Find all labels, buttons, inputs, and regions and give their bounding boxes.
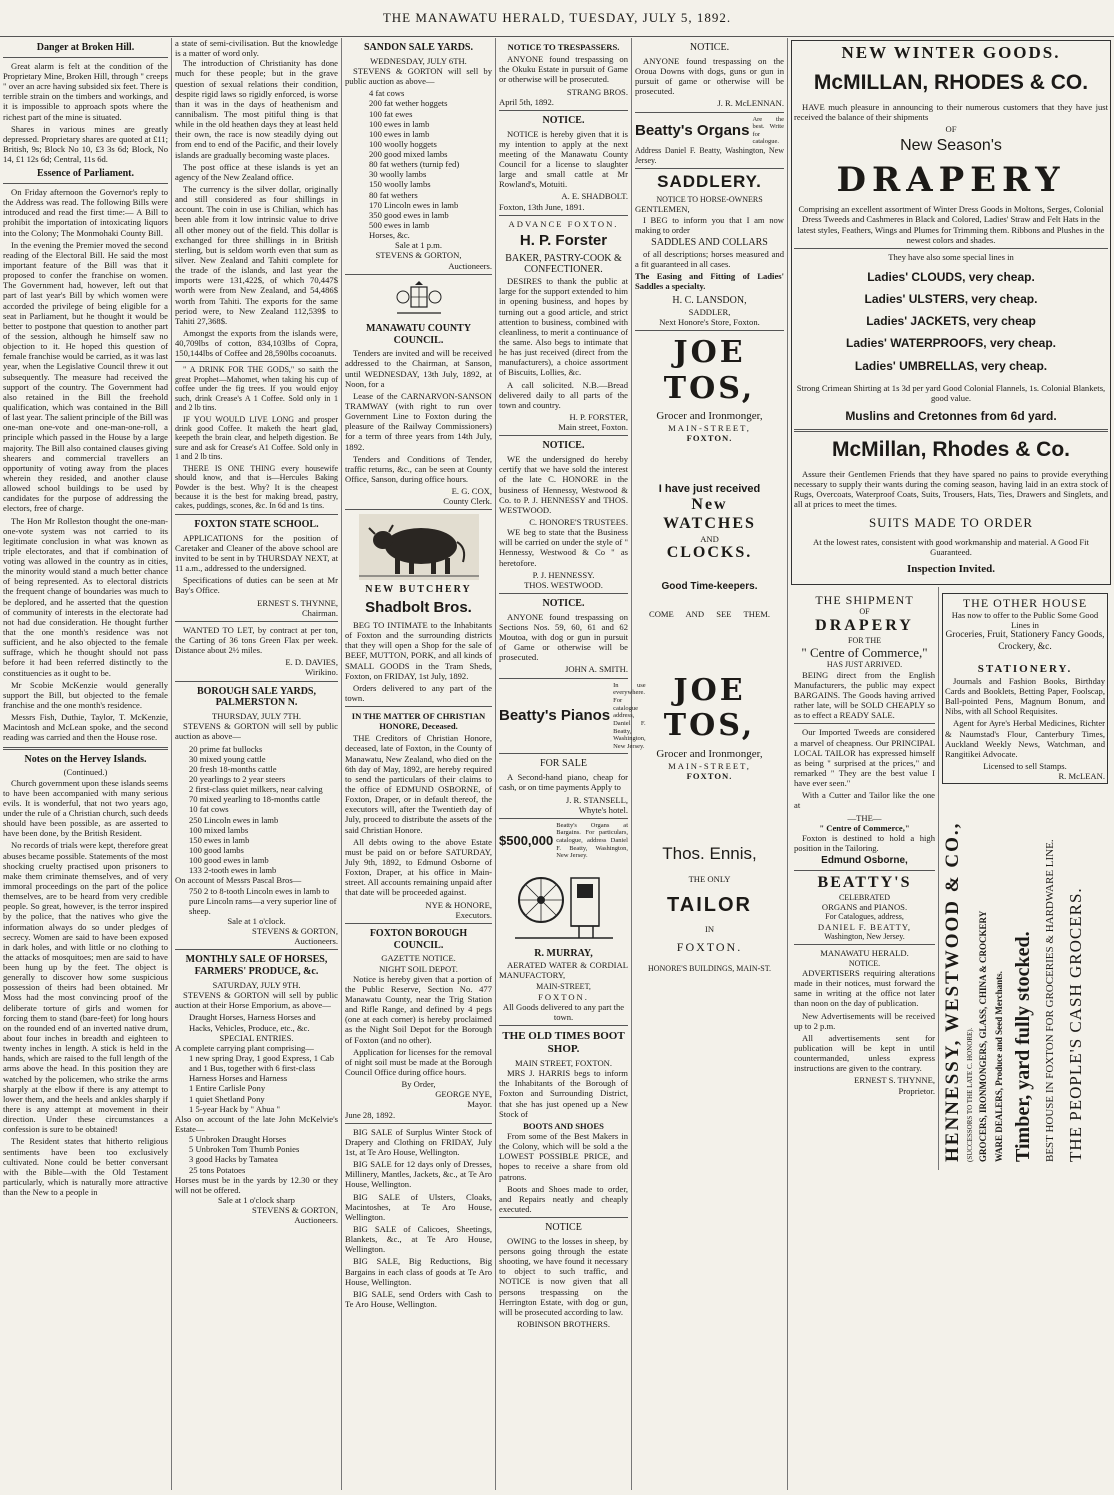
headline-parliament: Essence of Parliament. [37,168,134,180]
notice-body: ANYONE found trespassing on Sections Nos. 59, 60, 61 and 62 Moutoa, with dog or gun in pursuit of Game or otherwise will be prosecuted. [499,611,628,663]
notice-title: NOTICE [545,1222,582,1234]
sale-item: 30 woolly lambs [369,169,427,180]
of-label: OF [859,607,870,617]
murray-name: R. MURRAY, [534,948,593,960]
sale-item: 150 ewes in lamb [189,834,250,845]
notice-date: Foxton, 13th June, 1891. [499,201,585,212]
shipment-heading: THE SHIPMENT [815,593,914,608]
beatty-heading: BEATTY'S [817,873,912,891]
organs-amount: $500,000 [499,833,554,849]
article-paragraph: In the evening the Premier moved the second reading of the Electoral Bill. He said the most important feature of the Bill was that it proposed to confer the franchise on women. The Government had, however, left out that part of last year's Bill by which women were accorded the privilege of being eligible for a seat in Parliament, but he thought it would be better to postpone that question to another part of the session, although he himself saw no objection to it. He hoped this question of female franchise would be carried, as it was last year, when the Legislative Council threw it out subsequently. The measure had received the support of the country. The Government had also retained in the Bill the freehold qualification, which was contained in the Bill of last year. The salient principle of the Bill was one-man one-vote and one-man-one-roll, a principle which passed in the House by a large majority. The Bill also contained clauses giving shearers and commercial travellers an opportunity of voting away from the places wherein they resided, and another clause allowed school buildings to be used by candidates for the purpose of addressing the electors, free of charge. [3,239,168,514]
ennis-line: IN [704,923,715,934]
ennis-line: TAILOR [667,894,752,917]
sale-item: 100 ewes in lamb [369,118,430,129]
sandon-sale-title: SANDON SALE YARDS. [363,42,473,53]
osborne-body: With a Cutter and Tailor like the one at [794,790,935,811]
drapery-ad-body: HAVE much pleasure in announcing to their numerous customers that they have just received the balance of their shipments [794,101,1108,122]
borough-sale-title: BOROUGH SALE YARDS, PALMERSTON N. [196,685,316,709]
signature-role: Auctioneers. [448,260,492,271]
drapery-title: DRAPERY [836,160,1066,201]
sale-item: 350 good ewes in lamb [369,209,449,220]
sale-date: WEDNESDAY, JULY 6TH. [370,55,467,66]
other-house-body: Has now to offer to the Public Some Good Lines in [951,610,1099,631]
article-continuation: a state of semi-civilisation. But the knowledge is a matter of word only. [175,38,338,59]
herald-notice-subtitle: NOTICE. [848,958,881,968]
coffee-ad: IF YOU WOULD LIVE LONG and prosper drink good Coffee. It maketh the heart glad, keepeth the brain clear, and helpeth digestion. Be sure and ask for Crease's A1 Coffee. Sold only in 1 and 2 lb tins. [175,414,338,462]
signature: P. J. HENNESSY. [532,569,595,580]
notice-body: ANYONE found trespassing on the Okuku Estate in pursuit of Game or otherwise will be prosecuted. [499,54,628,85]
sale-item: 1 quiet Shetland Pony [189,1093,265,1104]
signature: E. D. DAVIES, [285,657,338,668]
herald-notice-body: New Advertisements will be received up to 2 p.m. [794,1010,935,1031]
murray-trade: AERATED WATER & CORDIAL MANUFACTORY, [499,959,628,981]
signature: STEVENS & GORTON, [375,250,462,261]
article-paragraph: On Friday afternoon the Governor's reply to the Address was read. The following Bills were introduced and read the first time:— A Bill to prohibit the importation of intoxicating liquors into the Colony; The Monmohaki County Bill. [3,187,168,238]
sale-item: 20 yearlings to 2 year steers [189,773,286,784]
signature: R. McLEAN. [1058,771,1105,782]
beatty-line: DANIEL F. BEATTY, [817,921,912,932]
sale-item: 100 ewes in lamb [369,128,430,139]
sale-item: 5 Unbroken Tom Thumb Ponies [189,1144,300,1155]
sale-item: Draught Horses, Harness Horses and Hacks, Vehicles, Produce, etc., &c. [189,1012,316,1033]
address: Main street, Foxton. [558,422,628,433]
address: HONORE'S BUILDINGS, MAIN-ST. [647,964,772,974]
sale-item: 20 fresh 18-months cattle [189,763,277,774]
other-house-body: Agent for Ayre's Herbal Medicines, Richter & Naumstad's Flour, Canterbury Times, Auckland Weekly News, Watchman, and Rangitikei Advocate. [945,718,1105,759]
herald-notice-body: All advertisements sent for publication will be kept in until countermanded, unless express instructions are given to the contrary. [794,1032,935,1074]
tender-body: Tenders and Conditions of Tender, traffic returns, &c., can be seen at County Office, Sanson, during office hours. [345,453,492,485]
sale-item: 30 mixed young cattle [189,753,266,764]
winter-goods-title: NEW WINTER GOODS. [841,43,1061,62]
boot-shop-body: MRS J. HARRIS begs to inform the Inhabitants of the Borough of Foxton and Surrounding District, that she has just opened up a New Stock of [499,1068,628,1119]
signature: STEVENS & GORTON, [252,1205,338,1216]
saddlery-body: I BEG to inform you that I am now making to order [635,214,784,235]
signature-role: Executors. [455,909,492,920]
continued-label: (Continued.) [63,767,108,778]
big-sale-ad: BIG SALE, send Orders with Cash to Te Aro House, Wellington. [345,1288,492,1309]
forster-name: H. P. Forster [519,231,608,249]
for-sale-body: A Second-hand piano, cheap for cash, or on time payments Apply to [499,772,628,793]
sale-item: 250 Lincoln ewes in lamb [189,814,279,825]
article-paragraph: No records of trials were kept, therefore great abuses became possible. Statements of the most shocking cruelty practised upon prisoners to make them criminate themselves, and of very immoral proceedings on the part of the police themselves, are to be heard from very credible people. So great, however, is the terror inspired by the police, that the natives who give the information always do so under pledges of secrecy. Women are said to have been exposed in dark holes, and with little or no clothing to the attacks of mosquitoes; men are said to have been hung up by the feet. The object is generally to discover how some suspicious possession of theirs had been obtained. Mr Moss had the most convincing proof of the deliberate torture of girls and women for forcing them to stand (bare-feet) for long hours on the rounded end of an inverted native drum, about four inches in breadth and eighteen to twenty inches in length. A stick is held in the hands, which are raised to the full length of the arms above the head. In this position they are watched by the policemen, who strike the arms sharply at the elbow if there is any attempt to lower them, and the heels and ankles sharply if there is any attempt at movement in their direction. Under these circumstances a confession is sure to be obtained! [3,840,168,1135]
drapery-ad-body: Comprising an excellent assortment of Winter Dress Goods in Moltons, Serges, Colonial Dress Tweeds and Cashmeres in Black and Colored, Ladies' Straw and Felt Hats in the latest styles, Feathers, Wings and Plumes for Trimming them. Ribbons and Plushes in the newest colors and shades. [797,204,1105,245]
tender-body: Tenders are invited and will be received addressed to the Chairman, at Sanson, until WEDNESDAY, 13th July, 1892, at Noon, for a [345,348,492,389]
sale-item: 170 Lincoln ewes in lamb [369,199,459,210]
beatty-line: Washington, New Jersey. [824,931,905,941]
drapery-ad-body: At the lowest rates, consistent with good workmanship and material. A Good Fit Guaranteed. [813,536,1089,557]
boot-shop-body: Boots and Shoes made to order, and Repairs neatly and cheaply executed. [499,1183,628,1214]
column-3 [342,38,496,1490]
signature: J. R. McLENNAN. [717,98,784,109]
sale-item: 80 fat wethers (turnip fed) [369,159,460,170]
organs-brand: Beatty's Organs [635,121,750,139]
vertical-line: BEST HOUSE IN FOXTON FOR GROCERIES & HARDWARE LINE. [1044,839,1056,1163]
vertical-line: GROCERS, IRONMONGERS, GLASS, CHINA & CROCKERY [978,911,988,1163]
other-house-body: Journals and Fashion Books, Birthday Cards and Booklets, Betting Paper, Foolscap, Ball-pointed Pens, Magnum Bonum, and Nibs, with all School Requisites. [945,675,1105,717]
beatty-line: ORGANS and PIANOS. [821,902,908,913]
signature-role: Mayor. [467,1099,492,1110]
osborne-body: Foxton is destined to hold a high position in the Tailoring. [794,832,935,853]
notice-date: April 5th, 1892. [499,96,554,107]
osborne-name: Edmund Osborne, [821,855,908,867]
sale-time: Sale at 1 p.m. [394,240,443,251]
signature: THOS. WESTWOOD. [524,579,603,590]
hennessy-vertical-ad [942,790,1108,1170]
town: FOXTON. [686,770,733,781]
the-label: —THE— [847,812,882,823]
baking-powder-ad: THERE IS ONE THING every housewife should know, and that is—Hercules Baking Powder is the best. Why? It is the cheapest because it is the best for making bread, pastry, cakes, puddings, scones, &c. In 6d and 1s tins. [175,463,338,511]
boot-shop-title: THE OLD TIMES BOOT SHOP. [502,1030,625,1056]
signature-role: Whyte's hotel. [578,804,628,815]
sale-item: 4 fat cows [369,88,405,99]
sale-item: 2 first-class quiet milkers, near calving [189,784,323,795]
organs-tag: Beatty's Organs at Bargains. For particulars, catalogue, address Daniel F. Beatty, Washington, New Jersey. [556,821,628,860]
other-house-body: Groceries, Fruit, Stationery Fancy Goods, Crockery, &c. [945,630,1105,652]
address: MAIN-STREET, [668,423,751,434]
butchery-body: Orders delivered to any part of the town. [345,682,492,703]
sale-item: 133 2-tooth ewes in lamb [189,865,277,876]
butchery-title: NEW BUTCHERY [365,584,472,596]
ennis-line: FOXTON. [676,940,743,954]
sale-item: 750 2 to 8-tooth Lincoln ewes in lamb to pure Lincoln rams—a very superior line of sheep. [189,885,337,916]
salutation: GENTLEMEN, [635,204,690,215]
signature-role: Auctioneers. [294,936,338,947]
new-season-label: New Season's [900,137,1002,155]
address: MAIN-STREET, [668,760,751,771]
masthead: THE MANAWATU HERALD, TUESDAY, JULY 5, 1892. [0,0,1114,37]
beatty-line: For Catalogues, address, [825,912,904,922]
of-label: OF [945,124,957,135]
sale-item: 1 5-year Hack by " Ahua " [189,1103,281,1114]
notice-title: NOTICE. [542,114,585,126]
wanted-ad-body: WANTED TO LET, by contract at per ton, the Carting of 36 tons Green Flax per week. Distance about 2½ miles. [175,624,338,656]
estate-notice-title: IN THE MATTER OF CHRISTIAN HONORE, Deceased. [351,711,486,732]
forster-body: DESIRES to thank the public at large for the support extended to him in opening business, and hopes by turning out a good article, and strict attention to business, combined with cleanliness, to merit a continuance of the same. Also begs to intimate that he has just received (direct from the manufacturers), a choice assortment of Biscuits, Lollies, &c. [499,276,628,378]
herald-notice-body: ADVERTISERS requiring alterations made in their notices, must forward the same in writing at the office not later than noon on the day of publication. [794,967,935,1009]
article-paragraph: Messrs Fish, Duthie, Taylor, T. McKenzie, Macintosh and McLean spoke, and the second reading was carried and then the House rose. [3,712,168,743]
article-paragraph: The Hon Mr Rolleston thought the one-man-one-vote system was not carried to its legitimate conclusion in what was known as triple electorates, and that if combination of voting was allowed in the country as in cities, the minority would stand a much better chance of being represented. As to electoral districts the frequent change of boundaries was much to be deplored, and he asserted that the question of community of interests in the electorate had not had due consideration. He thought further that the one month's residence was not sufficient, and he also objected to the female suffrage, which he thought should not pass before it had been referred distinctly to the constituencies as it ought to be. [3,515,168,678]
organs-tag: Are the best. Write for catalogue. [752,115,784,146]
ennis-name: Thos. Ennis, [662,844,757,864]
forster-trade: BAKER, PASTRY-COOK & CONFECTIONER. [505,252,622,276]
gazette-body: Application for licenses for the removal of night soil must be made at the Borough Council Office during office hours. [345,1046,492,1078]
headline-hervey-islands: Notes on the Hervey Islands. [24,753,147,765]
sale-item: 150 woolly lambs [369,179,431,190]
signature: GEORGE NYE, [435,1089,492,1100]
borough-council-title: FOXTON BOROUGH COUNCIL. [369,927,468,951]
ennis-line: THE ONLY [688,874,731,885]
saddlery-note: The Easing and Fitting of Ladies' Saddles a specialty. [635,270,784,292]
inspection-label: Inspection Invited. [906,563,996,576]
notice-body: OWING to the losses in sheep, by persons going through the estate shooting, we have found it necessary to object to such traffic, and NOTICE is now given that all persons trespassing on the Herrington Estate, with dog or gun, will be prosecuted according to law. [499,1235,628,1317]
article-paragraph: The currency is the silver dollar, originally and still considered as four shillings in account. The coin in use is Chilian, which has been able from it low intrinsic value to drive all other money out of the field. This dollar is exchanged for three shillings in in British sterling, but is seldom worth even that sum as silver. New Zealand and Tahiti complete for the trade of the islands, and last year the imports were 131,422$, of which 70,447$ worth were from New Zealand, and 54,486$ worth from Tahiti. The exports for the same period were, to New Zealand 112,539$ to Tahiti 27,368$. [175,183,338,326]
stamps-label: Licensed to sell Stamps. [983,760,1067,771]
special-lines-label: They have also some special lines in [888,251,1014,262]
sale-note: Horses must be in the yards by 12.30 or they will not be offered. [175,1174,338,1195]
signature: STEVENS & GORTON, [252,926,338,937]
machinery-engraving-icon [509,864,619,944]
sale-item: 100 mixed lambs [189,824,249,835]
joe-tos-trade: Grocer and Ironmonger, [656,410,763,423]
centre-of-commerce: " Centre of Commerce," [819,822,910,833]
address: MAIN STREET, FOXTON. [514,1057,613,1068]
joe-tos-name: JOE TOS, [663,673,756,744]
column-2 [172,38,342,1490]
forster-pretitle: ADVANCE FOXTON. [508,218,619,229]
signature-role: Proprietor. [898,1085,935,1096]
muslins-line: Muslins and Cretonnes from 6d yard. [845,408,1057,423]
special-line: Ladies' WATERPROOFS, very cheap. [845,336,1057,351]
tender-body: Lease of the CARNARVON-SANSON TRAMWAY (with right to run over Government Line to Foxton during the pleasure of the Railway Commissioners) for a term of three years from 14th July, 1892. [345,390,492,452]
big-sale-ad: BIG SALE, Big Reductions, Big Bargains in each class of goods at Te Aro House, Wellington. [345,1256,492,1287]
gazette-body: Notice is hereby given that a portion of the Public Reserve, Section No. 477 Manawatu County, near the Trig Station and Rifle Range, and defined by 4 pegs (one at each corner) is hereby proclaimed as the Night Soil Depot for the Borough of Foxton (and no other). [345,973,492,1045]
centre-of-commerce: " Centre of Commerce," [801,644,928,660]
watches-line: New [691,496,728,514]
vertical-line: WARE DEALERS, Produce and Seed Merchants. [994,971,1004,1163]
article-paragraph: The introduction of Christianity has done much for these people; but in the grave question of sexual relations their condition, despite rigid laws so rigidly enforced, is worse than it was in the days of heathenism and cannibalism. The most pitiful thing is that while in the old heathen days they at least held their own, the race is now steadily dying out from end to end of the Pacific, and their lovely islands are gradually becoming waste places. [175,58,338,160]
article-paragraph: The post office at these islands is yet an agency of the New Zealand office. [175,161,338,182]
for-the-label: FOR THE [848,635,881,645]
sale-item: 100 good lambs [189,844,244,855]
butchery-name: Shadbolt Bros. [365,599,472,617]
for-sale-title: FOR SALE [540,758,587,770]
signature-role: County Clerk. [443,496,492,507]
sale-intro: STEVENS & GORTON will sell by public auction as above— [345,65,492,87]
herald-notice-title: MANAWATU HERALD. [820,948,909,959]
signature-role: Chairman. [301,607,338,618]
special-line: Ladies' CLOUDS, very cheap. [867,269,1035,284]
sale-item: 1 Entire Carlisle Pony [189,1083,266,1094]
article-paragraph: The Resident states that hitherto religious sentiments have been too exclusively cultivated. None could be better conversant with the Bible—with the Old Testament particularly, which is naturally more attractive than the New to a people in [3,1136,168,1198]
butchery-body: BEG TO INTIMATE to the Inhabitants of Foxton and the surrounding districts that they will open a Shop for the sale of BEEF, MUTTON, PORK, and all kinds of SMALL GOODS in the Tram Sheds, Foxton, on FRIDAY, 1st July, 1892. [345,619,492,681]
sale-item: 5 Unbroken Draught Horses [189,1134,287,1145]
sale-item: 100 fat ewes [369,108,413,119]
osborne-body: BEING direct from the English Manufacturers, the public may expect BARGAINS. The Goods having arrived rather late, will be SOLD CHEAPLY so as to effect a READY SALE. [794,669,935,721]
article-paragraph: Shares in various mines are greatly depressed. Proprietary shares are quoted at £11; British, 9s; Block No 10, £3 3s 6d; Block, No 14, £1 12s 6d; Central, 11s 6d. [3,123,168,165]
osborne-body: Our Imported Tweeds are considered a marvel of cheapness. Our PRINCIPAL LOCAL TAILOR has expressed himself as being " surprised at the prices," and remarked " They are the best value I have ever seen." [794,727,935,789]
signature: ERNEST S. THYNNE, [854,1075,935,1086]
big-sale-ad: BIG SALE of Surplus Winter Stock of Drapery and Clothing on FRIDAY, July 1st, at Te Aro House, Wellington. [345,1126,492,1157]
watches-line: CLOCKS. [666,544,753,562]
sale-date: THURSDAY, JULY 7TH. [211,711,302,722]
address: Next Honore's Store, Foxton. [659,317,760,328]
big-sale-ad: BIG SALE of Calicoes, Sheetings, Blankets, &c., at Te Aro House, Wellington. [345,1223,492,1255]
column-1 [0,38,172,1490]
signature: J. R. STANSELL, [565,794,628,805]
other-house-title: THE OTHER HOUSE [962,596,1088,611]
big-sale-ad: BIG SALE for 12 days only of Dresses, Millinery, Mantles, Jackets, &c., at Te Aro House, Wellington. [345,1159,492,1190]
murray-body: All Goods delivered to any part the town. [502,1001,625,1022]
special-line: Ladies' UMBRELLAS, very cheap. [854,358,1048,373]
saddlery-heading: SADDLES AND COLLARS [651,236,768,248]
sale-time: Sale at 1 o'clock sharp [218,1194,295,1205]
notice-title: NOTICE. [689,42,730,53]
vertical-line: (SUCCESSORS TO THE LATE C. HONORE). [966,1027,974,1163]
signature: JOHN A. SMITH. [564,664,628,675]
joe-tos-trade: Grocer and Ironmonger, [656,747,763,760]
notice-body: NOTICE is hereby given that it is my intention to apply at the next meeting of the Manawatu County Council for a license to slaughter large and small cattle at Mr Rowland's, Motuiti. [499,128,628,190]
sale-note: Also on account of the late John McKelvie's Estate— [175,1113,338,1134]
county-council-title: MANAWATU COUNTY COUNCIL. [365,322,472,346]
sale-item: 200 fat wether hoggets [369,98,448,109]
address: Address Daniel F. Beatty, Washington, New Jersey. [635,146,784,165]
pianos-tag: In use everywhere. For catalogue address, Daniel F. Beatty, Washington, New Jersey. [613,681,646,750]
signature: STRANG BROS. [566,86,628,97]
beatty-line: CELEBRATED [838,892,891,902]
big-sale-ad: BIG SALE of Ulsters, Cloaks, Macintoshes, at Te Aro House, Wellington. [345,1191,492,1222]
gazette-subtitle: GAZETTE NOTICE. [381,953,456,964]
article-paragraph: Amongst the exports from the islands were, 40,709lbs of cotton, 834,103lbs of Copra, 150,144lbs of Coffee and 28,590lbs cocoanuts. [175,327,338,359]
special-entries-label: SPECIAL ENTRIES. [219,1032,294,1043]
watches-line: WATCHES [663,515,756,533]
special-line: Ladies' ULSTERS, very cheap. [864,292,1038,307]
signature: A. E. SHADBOLT. [561,191,628,202]
column-5 [632,38,788,1490]
firm-name: McMillan, Rhodes & Co. [831,438,1070,462]
headline-broken-hill: Danger at Broken Hill. [36,42,135,53]
vertical-line: HENNESSY, WESTWOOD & CO., [942,821,963,1163]
watches-line: I have just received [658,483,761,496]
estate-notice-body: THE Creditors of Christian Honore, deceased, late of Foxton, in the County of Manawatu, New Zealand, who died on the 6th day of May, 1892, are hereby required to send the particulars of their claims to the office of EDMUND OSBORNE, of Foxton, Draper, or in default thereof, the executors will, after the Twentieth day of July, proceed to distribute the assets of the said Christian Honore. [345,733,492,835]
notice-title: NOTICE. [542,597,585,609]
forster-body: A call solicited. N.B.—Bread delivered daily to all parts of the town and country. [499,379,628,410]
school-ad-body: Specifications of duties can be seen at Mr Bay's Office. [175,575,338,596]
sale-item: 80 fat wethers [369,189,418,200]
arrived-label: HAS JUST ARRIVED. [826,660,903,670]
coat-of-arms-icon [389,279,449,319]
sale-item: 3 good Hacks by Tamatea [189,1154,278,1165]
signature: ROBINSON BROTHERS. [516,1319,611,1330]
coffee-ad: " A DRINK FOR THE GODS," so saith the great Prophet—Mahomet, when taking his cup of coffee under the fig trees. If you would enjoy such, drink Crease's A 1 Coffee. Sold only in 1 and 2 lb tins. [175,365,338,413]
article-paragraph: Mr Scobie McKenzie would generally support the Bill, but objected to the female franchise and the one month's residence. [3,679,168,711]
sale-note: A complete carrying plant comprising— [175,1042,314,1053]
sale-intro: STEVENS & GORTON will sell by public auction as above— [175,721,338,742]
signature: H. C. LANSDON, [672,295,747,307]
sale-item: 100 good ewes in lamb [189,855,269,866]
drapery-ad-body: Assure their Gentlemen Friends that they have spared no pains to provide everything necessary to supply their wants during the coming season, having laid in an extra stock of Rugs, Overcoats, Waterproof Coats, Suits, Trousers, Hats, Ties, Drawers and Singlets, and all at prices to meet the times. [794,468,1108,510]
saddlery-subtitle: NOTICE TO HORSE-OWNERS [656,195,763,205]
signature-role: Wirikino. [305,667,338,678]
joe-tos-name: JOE TOS, [663,335,756,406]
stationery-heading: STATIONERY. [977,662,1073,675]
sale-item: 10 fat cows [189,804,229,815]
drapery-ad-body: Strong Crimean Shirting at 1s 3d per yard Good Colonial Flannels, 1s. Colonial Blankets, good value. [796,382,1106,403]
sale-item: 500 ewes in lamb [369,220,430,231]
sale-intro: STEVENS & GORTON will sell by public auction at their Horse Emporium, as above— [175,990,338,1011]
article-paragraph: Great alarm is felt at the condition of the Proprietary Mine, Broken Hill, through " creeps " over an acre having subsided six feet. There is terrible strain on the timbers and workings, and it is impossible to approach spots where the richest part of the mine is situated. [3,60,168,122]
sale-item: Horses, &c. [369,230,410,241]
sale-date: SATURDAY, JULY 9TH. [212,979,301,990]
signature-role: Auctioneers. [294,1215,338,1226]
sale-item: 25 tons Potatoes [189,1164,246,1175]
vertical-line: Timber, yard fully stocked. [1012,931,1034,1163]
trespass-notice-title: NOTICE TO TRESPASSERS. [507,42,620,52]
signature: C. HONORE'S TRUSTEES. [529,516,628,527]
signature: NYE & HONORE, [425,899,492,910]
watches-line: Good Time-keepers. [661,581,758,593]
town: FOXTON. [686,433,733,444]
notice-date: June 28, 1892. [345,1109,396,1120]
column-4 [496,38,646,1490]
firm-name: McMILLAN, RHODES & CO. [813,71,1089,95]
sale-item: 70 mixed yearling to 18-months cattle [189,794,321,805]
watches-line: AND [700,534,719,545]
school-ad-title: FOXTON STATE SCHOOL. [194,518,319,530]
notice-body: WE the undersigned do hereby certify that we have sold the interest of the late C. HONORE in the business of Hennessy, Westwood & Co. to P. J. HENNESSY and THOS. WESTWOOD. [499,454,628,515]
estate-notice-body: All debts owing to the above Estate must be paid on or before SATURDAY, July 9th, 1892, to Edmund Osborne of Foxton, Draper, at his office in Main-street. All accounts remaining unpaid after that date will be proceeded against. [345,836,492,898]
sale-time: Sale at 1 o'clock. [227,915,286,926]
saddlery-title: SADDLERY. [657,172,762,191]
drapery-title: DRAPERY [815,616,914,634]
by-order: By Order, [401,1079,436,1090]
signature: E. G. COX, [451,486,492,497]
address: MAIN-STREET, [536,982,591,992]
notice-body: ANYONE found trespassing on the Oroua Downs with dogs, guns or gun in pursuit of game or otherwise will be prosecuted. [635,55,784,97]
sale-item: 100 woolly hoggets [369,138,437,149]
watches-line: COME AND SEE THEM. [648,608,771,619]
column-6 [788,38,1114,1490]
sale-item: 1 new spring Dray, 1 good Express, 1 Cab and 1 Bus, together with 6 first-class Harness Horses and Harness [189,1052,335,1084]
notice-body: WE beg to state that the Business will be carried on under the style of " Hennessy, Westwood & Co " as heretofore. [499,527,628,568]
suits-heading: SUITS MADE TO ORDER [868,515,1034,531]
article-paragraph: Church government upon these islands seems to have been accompanied with many serious evils. It is wonderful, that not two years ago, under the rule of a Christian church, such deeds should have been possible, as are asserted to have been done, by the British Resident. [3,777,168,839]
sale-item: 200 good mixed lambs [369,149,448,160]
special-line: Ladies' JACKETS, very cheap [866,314,1036,329]
gazette-subtitle: NIGHT SOIL DEPOT. [379,963,458,974]
bull-engraving-icon [359,514,479,580]
sale-account: On account of Messrs Pascal Bros— [175,875,302,886]
vertical-line: THE PEOPLE'S CASH GROCERS. [1066,887,1085,1163]
notice-title: NOTICE. [542,440,585,452]
saddlery-body: of all descriptions; horses measured and a fit guaranteed in all cases. [635,248,784,269]
signature: ERNEST S. THYNNE, [257,597,338,608]
boot-shop-body: From some of the Best Makers in the Colony, which will be sold a the LOWEST POSSIBLE PRICE, and hopes to receive a share from old patrons. [499,1130,628,1182]
school-ad-body: APPLICATIONS for the position of Caretaker and Cleaner of the above school are invited to be sent in by THURSDAY NEXT, at 11 a.m., addressed to the undersigned. [175,532,338,574]
pianos-brand: Beatty's Pianos [499,707,611,725]
sale-item: 20 prime fat bullocks [189,743,263,754]
monthly-sale-title: MONTHLY SALE OF HORSES, FARMERS' PRODUCE, &c. [185,954,328,978]
signature: H. P. FORSTER, [569,412,628,423]
signature-role: SADDLER, [688,307,731,318]
town: FOXTON. [538,991,589,1002]
boot-shop-heading: BOOTS AND SHOES [523,1120,604,1131]
